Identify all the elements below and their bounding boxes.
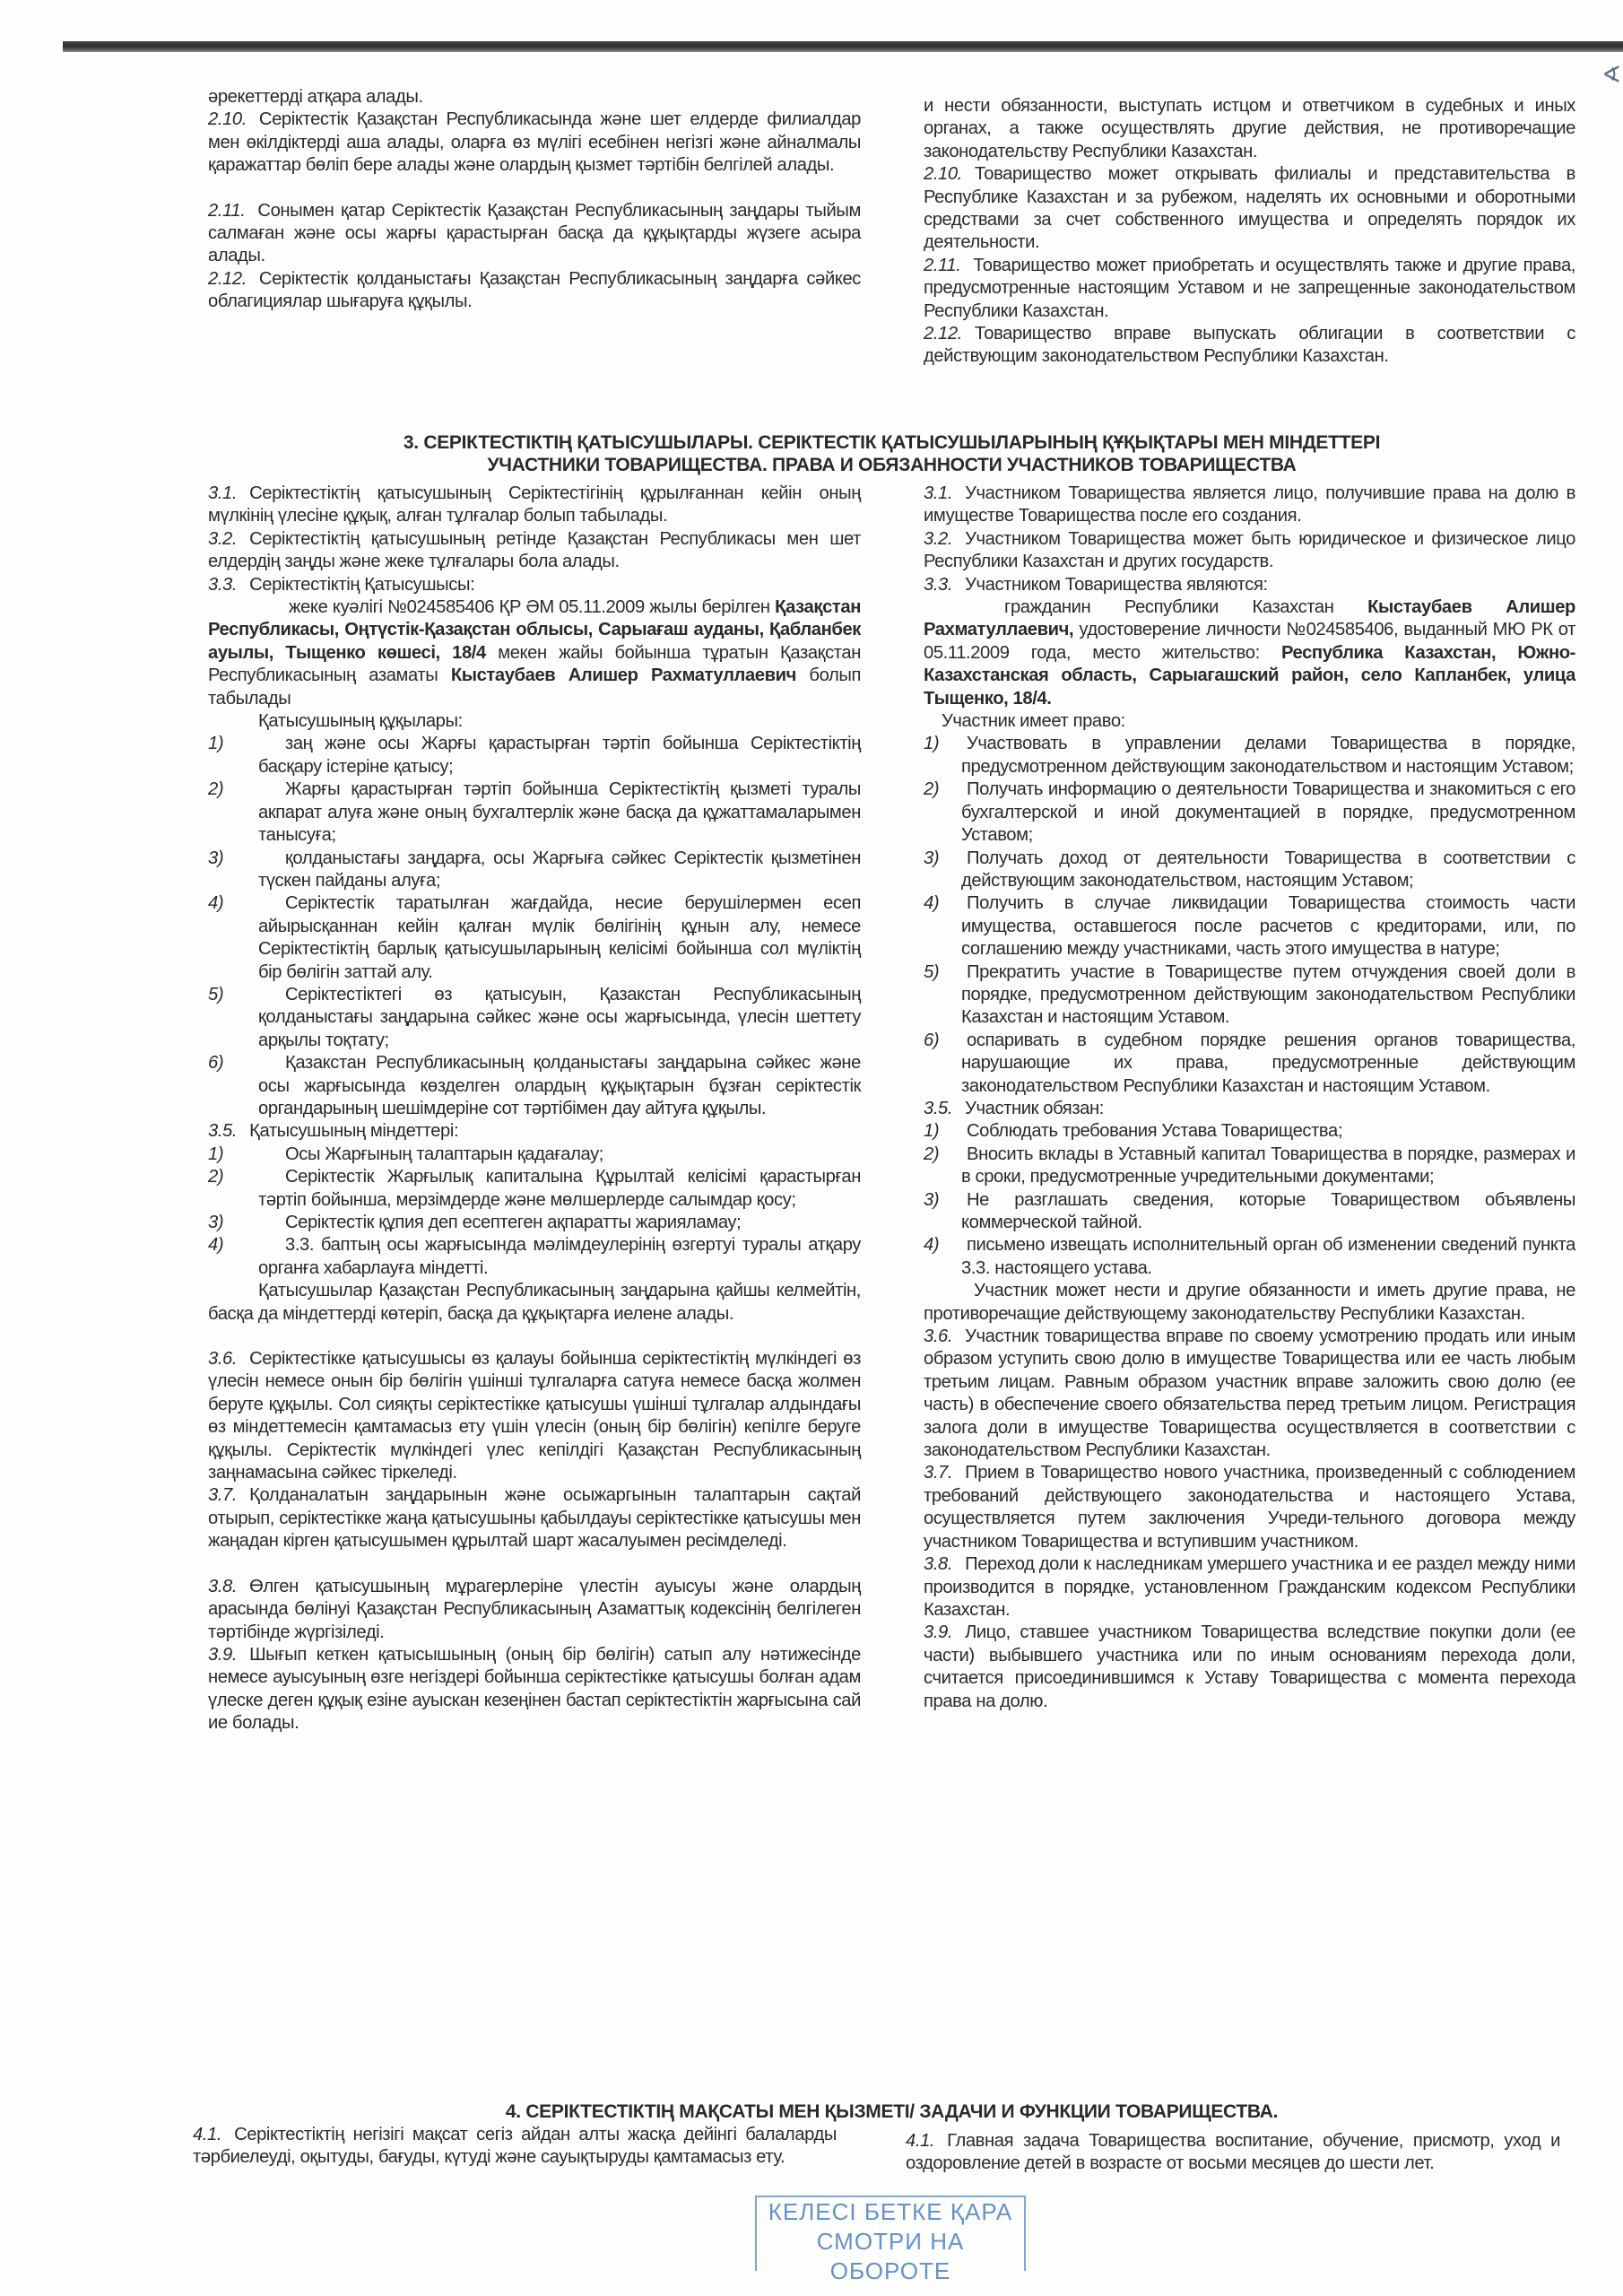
paragraph-3-6-ru: 3.6. Участник товарищества вправе по своему усмотрению продать или иным образом уступить свою долю в имуществе Товарищества или ее часть любым третьим лицам. Равным образом участник вправе заложить свою долю (ее часть) в обеспечение своего обязательства перед третьим лицом. Регистрация залога доли в имуществе Товарищества осуществляется в соответствии с законодательством Республики Казахстан. — [924, 1326, 1575, 1461]
list-item-number: 4) — [924, 893, 940, 914]
rights-list-ru — [924, 733, 1575, 1098]
paragraph-3-6-kz: 3.6. Серіктестікке қатысушысы өз қалауы бойынша серіктестіктің мүлкіндегі өз үлесін немесе онын бір бөлігін үшінші тұлгаларға сатуға немесе басқа жолмен беруте құқылы. Сол сияқты серіктестікке қатысушы үшінші тұлгалар алдындағы өз міндеттемесін қамтамасыз ету үшін үлесін (оның бір бөлігін) кепілге беруге құқылы. Серіктестік мүлкіндегі үлес кепілдігі Қазақстан Республикасының заңнамасына сәйкес тіркеледі. — [208, 1349, 861, 1483]
section4-kz-column — [193, 2124, 837, 2170]
list-item-text: Серіктестік таратылған жағдайда, несие берушілермен есеп айырысқаннан кейін қалған мүлік бөлігінің құнын алу, немесе Серіктестіктің барлық қатысушыларының келісімі бойынша сол мүліктің бір бөлігін заттай алу. — [258, 893, 861, 982]
paragraph-3-3-kz: 3.3. Серіктестіктің Қатысушысы: — [208, 574, 475, 595]
participant-id: удостоверение личности №024585406, выданный МЮ РК от 05.11.2009 года, место жительство: — [924, 620, 1575, 663]
paragraph-3-1-kz: 3.1. Серіктестіктің қатысушының Серіктестігінің құрылғаннан кейін оның мүлкінің үлесіне құқық, алған тұлғалар болып табылады. — [208, 483, 861, 526]
list-item — [924, 848, 1575, 893]
paragraph-4-1-kz: 4.1. Серіктестіктің негізігі мақсат сегіз айдан алты жасқа дейінгі балаларды тәрбиелеуді, оқытуды, бағуды, күтуді және сауықтыруды қамтамасыз ету. — [193, 2125, 837, 2168]
stamp-line-kz: КЕЛЕСІ БЕТКЕ ҚАРА — [768, 2198, 1013, 2225]
rights-list-kz — [208, 733, 861, 1120]
paragraph-3-5-ru: 3.5. Участник обязан: — [924, 1098, 1104, 1118]
list-item-text: Получать информацию о деятельности Товарищества и знакомиться с его бухгалтерской и иной документацией в порядке, предусмотренном Уставом; — [961, 779, 1575, 846]
paragraph-2-11-kz: 2.11. Сонымен қатар Серіктестік Қазақстан Республикасының заңдары тыйым салмаған және осы жарғы қарастырған басқа да құқықтарды жүзеге асыра алады. — [208, 200, 861, 266]
section3-heading-ru: УЧАСТНИКИ ТОВАРИЩЕСТВА. ПРАВА И ОБЯЗАННОСТИ УЧАСТНИКОВ ТОВАРИЩЕСТВА — [487, 455, 1297, 475]
paragraph-3-9-ru: 3.9. Лицо, ставшее участником Товарищества вследствие покупки доли (ее части) выбывшего участника или по иным основаниям перехода доли, считается присоединившимся к Уставу Товарищества с момента перехода права на долю. — [924, 1622, 1575, 1711]
paragraph-3-5-kz: 3.5. Қатысушының міндеттері: — [208, 1121, 459, 1142]
list-item-text: оспаривать в судебном порядке решения органов товарищества, нарушающие их права, предусмотренные действующим законодательством Республики Казахстан и настоящим Уставом. — [961, 1030, 1575, 1096]
list-item — [924, 733, 1575, 778]
participant-address: Республика Казахстан, Южно-Казахстанская область, Сарыагашский район, село Капланбек, улица Тыщенко, 18/4. — [924, 642, 1575, 709]
duties-list-ru — [924, 1120, 1575, 1280]
list-item-text: Получать доход от деятельности Товарищества в соответствии с действующим законодательством, настоящим Уставом; — [961, 848, 1575, 891]
list-item-text: Осы Жарғының талаптарын қадағалау; — [285, 1144, 603, 1164]
list-item — [924, 1120, 1575, 1143]
paragraph-4-1-ru: 4.1. Главная задача Товарищества воспитание, обучение, присмотр, уход и оздоровление детей в возрасте от восьми месяцев до шести лет. — [906, 2131, 1560, 2174]
list-item — [924, 778, 1575, 847]
section2-ru-column — [924, 95, 1575, 369]
paragraph-2-10-kz: 2.10. Серіктестік Қазақстан Республикасында және шет елдерде филиалдар мен өкілдіктерді аша алады, оларға өз мүлігі есебінен негізгі және айналмалы қаражаттар бөліп бере алады және олардың қызмет тәртібін белгілей алады. — [208, 109, 861, 176]
list-item-number: 1) — [924, 1121, 940, 1142]
list-item — [924, 892, 1575, 961]
list-item — [208, 892, 861, 984]
list-item-number: 4) — [208, 893, 224, 914]
participant-name: Кыстаубаев Алишер Рахматуллаевич — [450, 665, 796, 686]
list-item — [924, 1030, 1575, 1098]
section3-kz-column — [208, 483, 861, 1735]
paragraph-3-2-ru: 3.2. Участником Товарищества может быть юридическое и физическое лицо Республики Казахстан и других государств. — [924, 528, 1575, 572]
handwritten-mark-icon: ∢ — [1601, 61, 1621, 88]
list-item-number: 1) — [208, 1144, 224, 1164]
list-item-number: 5) — [924, 961, 940, 982]
list-item-text: письмено извещать исполнительный орган об изменении сведений пункта 3.3. настоящего устава. — [961, 1235, 1575, 1278]
list-item-number: 2) — [208, 1167, 224, 1187]
duties-note-ru: Участник может нести и другие обязанности и иметь другие права, не противоречащие действующему законодательству Республики Казахстан. — [924, 1281, 1575, 1324]
paragraph-3-8-ru: 3.8. Переход доли к наследникам умершего участника и ее раздел между ними производится в порядке, установленном Гражданским кодексом Республики Казахстан. — [924, 1554, 1575, 1620]
list-item — [208, 778, 861, 847]
paragraph-2-12-ru: 2.12. Товарищество вправе выпускать облигации в соответствии с действующим законодательством Республики Казахстан. — [924, 324, 1575, 367]
stamp-line-ru: СМОТРИ НА ОБОРОТЕ — [816, 2228, 965, 2284]
list-item — [208, 733, 861, 778]
list-item-number: 5) — [208, 984, 224, 1004]
list-item-text: Не разглашать сведения, которые Товариществом объявлены коммерческой тайной. — [961, 1189, 1575, 1232]
list-item-number: 2) — [924, 1144, 940, 1164]
list-item-text: Получить в случае ликвидации Товарищества стоимость части имущества, оставшегося после расчетов с кредиторами, или, по соглашению между участниками, часть этого имущества в натуре; — [961, 893, 1575, 960]
participant-details-kz: жеке куәлігі №024585406 ҚР ӘМ 05.11.2009 жылы берілген Қазақстан Республикасы, Оңтүстік-Қазақстан облысы, Сарыағаш ауданы, Қабланбек ауылы, Тыщенко көшесі, 18/4 мекен жайы бойынша тұратын Қазақстан Республикасының азаматы Кыстаубаев Алишер Рахматуллаевич болып табылады — [208, 597, 862, 709]
paragraph-3-8-kz: 3.8. Өлген қатысушының мұрагерлеріне үлестін ауысуы және олардың арасында бөлінуі Қазақстан Республикасының Азаматтық кодексінің белгілеген тәртібінде жүргізіледі. — [208, 1576, 861, 1642]
paragraph-2-11-ru: 2.11. Товарищество может приобретать и осуществлять также и другие права, предусмотренные настоящим Уставом и не запрещенные законодательством Республики Казахстан. — [924, 255, 1575, 321]
list-item-text: Серіктестік құпия деп есептеген ақпаратты жарияламау; — [285, 1213, 742, 1232]
list-item-text: Жарғы қарастырған тәртіп бойынша Серіктестіктің қызметі туралы акпарат алуға және оның бухгалтерлік және басқа да құжаттамаларымен танысуға; — [258, 779, 861, 846]
paragraph-continuation: и нести обязанности, выступать истцом и ответчиком в судебных и иных органах, а также осуществлять другие действия, не противоречащие законодательству Республики Казахстан. — [924, 96, 1575, 161]
list-item-number: 1) — [924, 734, 940, 754]
list-item-text: Серіктестік Жарғылық капиталына Құрылтай келісімі қарастырған тәртіп бойынша, мерзімдерде және мөлшерлерде салымдар қосу; — [258, 1167, 861, 1210]
section4-heading: 4. СЕРІКТЕСТІКТІҢ МАҚСАТЫ МЕН ҚЫЗМЕТІ/ ЗАДАЧИ И ФУНКЦИИ ТОВАРИЩЕСТВА. — [505, 2101, 1279, 2122]
list-item — [208, 1052, 861, 1120]
paragraph-3-3-ru: 3.3. Участником Товарищества являются: — [924, 574, 1268, 595]
list-item — [208, 1234, 861, 1280]
list-item-text: Вносить вклады в Уставный капитал Товарищества в порядке, размерах и в сроки, предусмотренные учредительными документами; — [961, 1144, 1575, 1187]
paragraph-2-12-kz: 2.12. Серіктестік қолданыстағы Қазақстан Республикасының заңдарға сәйкес облагициялар шығаруға құқылы. — [208, 268, 861, 312]
list-item-number: 3) — [208, 848, 224, 868]
rights-title-kz: Қатысушының құқылары: — [258, 711, 463, 732]
list-item — [924, 1189, 1575, 1235]
list-item-number: 4) — [208, 1235, 224, 1256]
list-item — [924, 1234, 1575, 1280]
section4-ru-column — [906, 2130, 1560, 2176]
list-item-number: 2) — [208, 779, 224, 800]
list-item-number: 6) — [924, 1030, 940, 1050]
paragraph-3-7-kz: 3.7. Қолданалатын заңдарынын және осыжаргынын талаптарын сақтай отырып, серіктестікке жаңа қатысушыны қабылдауы серіктестікке қатысушы мен жаңадан кірген қатысушымен құрылтай шарт жасалуымен ресімделеді. — [208, 1485, 861, 1552]
list-item-number: 3) — [208, 1213, 224, 1232]
section3-heading-kz: 3. СЕРІКТЕСТІКТІҢ ҚАТЫСУШЫЛАРЫ. СЕРІКТЕСТІК ҚАТЫСУШЫЛАРЫНЫҢ ҚҰҚЫҚТАРЫ МЕН МІНДЕТТЕРІ — [403, 432, 1381, 453]
list-item-number: 3) — [924, 848, 940, 868]
list-item-text: Прекратить участие в Товариществе путем отчуждения своей доли в порядке, предусмотренном действующим законодательством Республики Казахстан и настоящим Уставом. — [961, 961, 1575, 1028]
list-item — [208, 1144, 861, 1166]
list-item-text: қолданыстағы заңдарға, осы Жарғыға сәйкес Серіктестік қызметінен түскен пайданы алуға; — [258, 848, 861, 891]
participant-details-ru: гражданин Республики Казахстан Кыстаубаев Алишер Рахматуллаевич, удостоверение личности №024585406, выданный МЮ РК от 05.11.2009 года, место жительство: Республика Казахстан, Южно-Казахстанская область, Сарыагашский район, село Капланбек, улица Тыщенко, 18/4. — [924, 597, 1575, 709]
list-item-text: заң және осы Жарғы қарастырған тәртіп бойынша Серіктестіктің басқару істеріне қатысу; — [258, 734, 861, 777]
paragraph-3-9-kz: 3.9. Шығып кеткен қатысышының (оның бір бөлігін) сатып алу нәтижесінде немесе ауысуының өзге негіздері бойынша серіктестікке қатысушы болған адам үлеске деген құқық езіне ауыскан кезеңінен бастап серіктестіктін жарғысына сай ие болады. — [208, 1644, 861, 1734]
paragraph-3-2-kz: 3.2. Серіктестіктің қатысушының ретінде Қазақстан Республикасы мен шет елдердің заңды және жеке тұлғалары бола алады. — [208, 528, 861, 572]
participant-address: Қазақстан Республикасы, Оңтүстік-Қазақстан облысы, Сарыағаш ауданы, Қабланбек ауылы, Тыщенко көшесі, 18/4 — [208, 597, 862, 663]
paragraph-3-1-ru: 3.1. Участником Товарищества является лицо, получившие права на долю в имуществе Товарищества после его создания. — [924, 483, 1575, 526]
list-item — [208, 1212, 861, 1234]
list-item-text: Серіктестіктегі өз қатысуын, Қазакстан Республикасының қолданыстағы заңдарына сәйкес және осы жарғысында, үлесін шеттету арқылы тоқтату; — [258, 984, 861, 1050]
participant-id: жеке куәлігі №024585406 ҚР ӘМ 05.11.2009 жылы берілген — [289, 597, 770, 618]
list-item — [208, 984, 861, 1052]
paragraph-2-10-ru: 2.10. Товарищество может открывать филиалы и представительства в Республике Казахстан и за рубежом, наделять их основными и оборотными средствами за счет собственного имущества и определять порядок их деятельности. — [924, 164, 1575, 253]
list-item-text: Соблюдать требования Устава Товарищества; — [967, 1121, 1343, 1142]
section2-kz-column — [208, 86, 861, 314]
list-item-text: 3.3. баптың осы жарғысында мәлімдеулерінің өзгертуі туралы атқару органға хабарлауға міндетті. — [258, 1235, 861, 1278]
list-item — [208, 848, 861, 893]
see-reverse-stamp — [755, 2196, 1026, 2284]
section3-ru-column — [924, 483, 1575, 1713]
list-item-number: 6) — [208, 1053, 224, 1074]
list-item-text: Қазакстан Республикасының қолданыстағы заңдарына сәйкес және осы жарғысында көзделген олардың құқықтарын бұзған серіктестік органдарының шешімдеріне сот тәртібімен дау айтуға құқылы. — [258, 1053, 861, 1118]
section3-heading — [208, 431, 1575, 476]
paragraph-continuation: әрекеттерді атқара алады. — [208, 87, 423, 107]
list-item-number: 2) — [924, 779, 940, 800]
list-item-number: 4) — [924, 1235, 940, 1256]
participant-name: Кыстаубаев Алишер Рахматуллаевич, — [924, 597, 1575, 640]
list-item — [208, 1166, 861, 1212]
list-item-text: Участвовать в управлении делами Товарищества в порядке, предусмотренном действующим законодательством и настоящим Уставом; — [961, 734, 1575, 777]
list-item-number: 3) — [924, 1189, 940, 1210]
rights-title-ru: Участник имеет право: — [942, 711, 1125, 732]
duties-list-kz — [208, 1144, 861, 1280]
duties-note-kz: Қатысушылар Қазақстан Республикасының заңдарына қайшы келмейтін, басқа да міндеттерді көтеріп, басқа да құқықтарға иелене алады. — [208, 1281, 861, 1324]
scan-top-edge-line — [63, 41, 1623, 52]
paragraph-3-7-ru: 3.7. Прием в Товарищество нового участника, произведенный с соблюдением требований действующего законодательства и настоящего Устава, осуществляется путем заключения Учреди-тельного договора между участником Товарищества и вступившим участником. — [924, 1463, 1575, 1552]
list-item-number: 1) — [208, 734, 224, 754]
list-item — [924, 961, 1575, 1030]
list-item — [924, 1144, 1575, 1189]
